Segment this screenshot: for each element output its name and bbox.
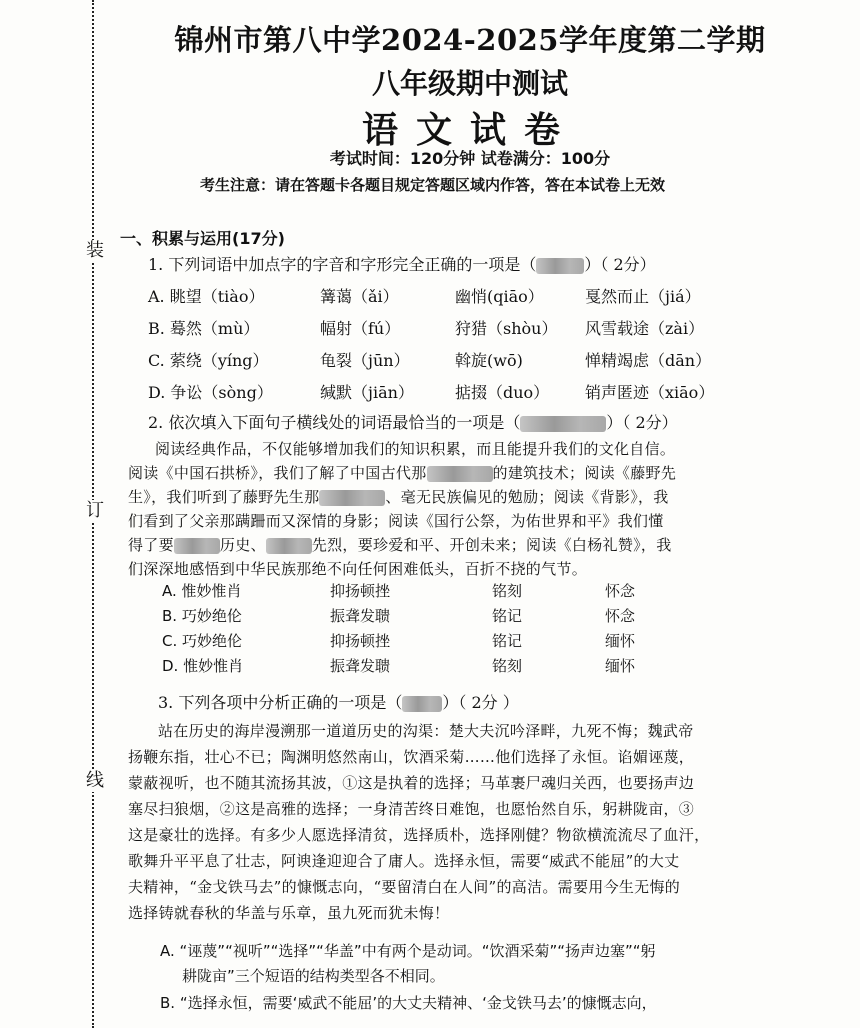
passage-line (155, 438, 675, 459)
exam-meta: 考试时间：120分钟 试卷满分：100分 (329, 149, 611, 168)
passage-text: 先烈，要珍爱和平、开创未来；阅读《白杨礼赞》，我 (311, 536, 672, 554)
binding-char-zhuang: 装 (86, 240, 104, 261)
q3-option-line: A. “诬蔑”“视听”“选择”“华盖”中有两个是动词。“饮酒采菊”“扬声边塞”“躬 (160, 942, 656, 960)
q1-option-cell: D. 争讼（sòng） (148, 383, 273, 402)
fill-blank-redacted (266, 538, 312, 554)
q1-option-cell: 幽悄(qiāo） (455, 287, 544, 306)
q2-option-cell: 铭记 (492, 607, 523, 625)
section-heading: 一、积累与运用(17分) (120, 229, 285, 248)
q1-option-cell: B. 蓦然（mù） (148, 319, 260, 338)
q2-option-cell: 抑扬顿挫 (330, 582, 391, 600)
passage-line (128, 534, 672, 555)
q3-option-line: B. “选择永恒，需要‘威武不能屈’的大丈夫精神、‘金戈铁马去’的慷慨志向， (160, 994, 657, 1012)
question-3-stem (158, 690, 519, 713)
passage-text: 阅读经典作品，不仅能够增加我们的知识积累，而且能提升我们的文化自信。 (155, 440, 676, 458)
passage-text: 历史、 (219, 536, 266, 554)
question-1-points: ）（ 2分） (584, 255, 656, 274)
q2-option-cell: 缅怀 (605, 657, 636, 675)
fill-blank-redacted (319, 490, 385, 506)
passage-line (128, 510, 664, 531)
q2-option-cell: B. 巧妙绝伦 (162, 607, 242, 625)
passage-text: 们深深地感悟到中华民族那绝不向任何困难低头，百折不挠的气节。 (128, 560, 588, 578)
question-3-stem-text: 3. 下列各项中分析正确的一项是（ (158, 693, 403, 712)
passage-line: 站在历史的海岸漫溯那一道道历史的沟渠：楚大夫沉吟泽畔，九死不悔；魏武帝 (158, 722, 694, 740)
q2-option-cell: D. 惟妙惟肖 (162, 657, 244, 675)
q2-option-cell: A. 惟妙惟肖 (162, 582, 242, 600)
q1-option-cell: 篝蔼（ǎi） (320, 287, 399, 306)
question-3-points: ）（ 2分 ） (442, 693, 519, 712)
q1-option-cell: 惮精竭虑（dān） (585, 351, 712, 370)
passage-line: 这是豪壮的选择。有多少人愿选择清贫，选择质朴，选择刚健？物欲横流流尽了血汗， (128, 826, 710, 844)
q2-option-cell: 振聋发聩 (330, 657, 391, 675)
q1-option-cell: 缄默（jiān） (320, 383, 414, 402)
fill-blank-redacted (427, 466, 493, 482)
passage-line: 选择铸就春秋的华盖与乐章，虽九死而犹未悔！ (128, 904, 450, 922)
q1-option-cell: 龟裂（jūn） (320, 351, 410, 370)
passage-text: 得了要 (128, 536, 174, 554)
passage-line (128, 486, 669, 507)
passage-line (128, 462, 676, 483)
passage-line: 蒙蔽视听，也不随其流扬其波，①这是执着的选择；马革裹尸魂归关西，也要扬声边 (128, 774, 695, 792)
exam-notice: 考生注意：请在答题卡各题目规定答题区域内作答，答在本试卷上无效 (200, 176, 666, 194)
q1-option-cell: 幅射（fú） (320, 319, 401, 338)
q2-option-cell: C. 巧妙绝伦 (162, 632, 243, 650)
passage-text: 的建筑技术；阅读《藤野先 (492, 464, 677, 482)
q2-option-cell: 缅怀 (605, 632, 636, 650)
question-1-stem (148, 252, 656, 275)
q2-option-cell: 怀念 (605, 582, 636, 600)
q1-option-cell: 风雪载途（zài） (585, 319, 705, 338)
q1-option-cell: 销声匿迹（xiāo） (585, 383, 715, 402)
q1-option-cell: 掂掇（duo） (455, 383, 550, 402)
passage-text: 们看到了父亲那蹒跚而又深情的身影；阅读《国行公祭，为佑世界和平》我们懂 (128, 512, 664, 530)
q2-option-cell: 铭刻 (492, 657, 523, 675)
binding-char-xian: 线 (86, 770, 104, 791)
passage-line: 夫精神，“金戈铁马去”的慷慨志向，“要留清白在人间”的高洁。需要用今生无悔的 (128, 878, 681, 896)
q2-option-cell: 怀念 (605, 607, 636, 625)
question-1-stem-text: 1. 下列词语中加点字的字音和字形完全正确的一项是（ (148, 255, 537, 274)
passage-line: 扬鞭东指，壮心不已；陶渊明悠然南山，饮酒采菊……他们选择了永恒。谄媚诬蔑， (128, 748, 695, 766)
binding-char-ding: 订 (86, 500, 104, 521)
q2-option-cell: 抑扬顿挫 (330, 632, 391, 650)
passage-text: 阅读《中国石拱桥》，我们了解了中国古代那 (128, 464, 427, 482)
q1-option-cell: A. 眺望（tiào） (148, 287, 265, 306)
school-term-title: 锦州市第八中学2024-2025学年度第二学期 (174, 23, 766, 57)
q2-option-cell: 振聋发聩 (330, 607, 391, 625)
q2-option-cell: 铭记 (492, 632, 523, 650)
exam-name-title: 八年级期中测试 (371, 67, 568, 100)
question-2-stem (148, 410, 678, 433)
answer-blank-redacted (536, 258, 584, 274)
q1-option-cell: 戛然而止（jiá） (585, 287, 701, 306)
fill-blank-redacted (174, 538, 220, 554)
passage-line (128, 558, 587, 579)
q2-option-cell: 铭刻 (492, 582, 523, 600)
answer-blank-redacted (402, 696, 442, 712)
passage-line: 歌舞升平平息了壮志，阿谀逢迎迎合了庸人。选择永恒，需要“威武不能屈”的大丈 (128, 852, 680, 870)
q3-option-line: 耕陇亩”三个短语的结构类型各不相同。 (182, 967, 445, 985)
q1-option-cell: C. 萦绕（yíng） (148, 351, 269, 370)
answer-blank-redacted (520, 416, 606, 432)
question-2-points: ）（ 2分） (606, 413, 678, 432)
q1-option-cell: 斡旋(wō) (455, 351, 523, 370)
question-2-stem-text: 2. 依次填入下面句子横线处的词语最恰当的一项是（ (148, 413, 521, 432)
passage-text: 、毫无民族偏见的勉励；阅读《背影》，我 (385, 488, 669, 506)
paper-title: 语文试卷 (361, 109, 578, 151)
q1-option-cell: 狩猎（shòu） (455, 319, 558, 338)
passage-line: 塞尽扫狼烟，②这是高雅的选择；一身清苦终日难饱，也愿怡然自乐，躬耕陇亩，③ (128, 800, 695, 818)
passage-text: 生》，我们听到了藤野先生那 (128, 488, 320, 506)
